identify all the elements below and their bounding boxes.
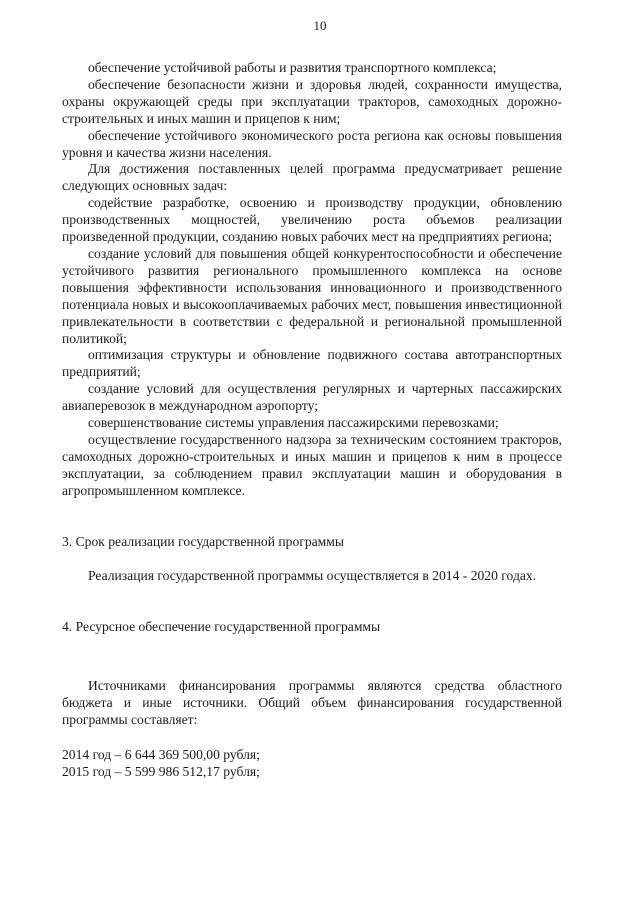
paragraph: создание условий для повышения общей конкурентоспособности и обеспечение устойчивого развития регионального промышленного комплекса на основе повышения эффективности использования инновационного и производственного потенциала новых и высокооплачиваемых рабочих мест, повышения инвестиционной привлекательности в соответствии с федеральной и региональной промышленной политикой;	[62, 245, 562, 346]
paragraph: Для достижения поставленных целей программа предусматривает решение следующих основных задач:	[62, 161, 562, 194]
paragraph: обеспечение безопасности жизни и здоровья людей, сохранности имущества, охраны окружающей среды при эксплуатации тракторов, самоходных дорожно-строительных и иных машин и прицепов к ним;	[62, 76, 562, 126]
paragraph: обеспечение устойчивого экономического роста региона как основы повышения уровня и качества жизни населения.	[62, 127, 562, 160]
paragraph: совершенствование системы управления пассажирскими перевозками;	[88, 415, 499, 431]
paragraph: создание условий для осуществления регулярных и чартерных пассажирских авиаперевозок в международном аэропорту;	[62, 381, 562, 414]
document-body	[62, 60, 562, 781]
page-number: 10	[313, 18, 327, 33]
funding-amount-2015: 2015 год – 5 599 986 512,17 рубля;	[62, 763, 260, 779]
paragraph: оптимизация структуры и обновление подвижного состава автотранспортных предприятий;	[62, 347, 562, 380]
section-4-text: Источниками финансирования программы являются средства областного бюджета и иные источники. Общий объем финансирования государственной программы составляет:	[62, 678, 562, 728]
funding-amount-2014: 2014 год – 6 644 369 500,00 рубля;	[62, 747, 260, 762]
paragraph: осуществление государственного надзора за техническим состоянием тракторов, самоходных дорожно-строительных и иных машин и прицепов к ним в процессе эксплуатации, за соблюдением правил эксплуатации машин и оборудования в агропромышленном комплексе.	[62, 431, 562, 498]
section-3-text: Реализация государственной программы осуществляется в 2014 - 2020 годах.	[88, 568, 537, 584]
paragraph: содействие разработке, освоению и производству продукции, обновлению производственных мощностей, увеличению роста объемов реализации произведенной продукции, созданию новых рабочих мест на предприятиях региона;	[62, 195, 562, 245]
section-4-title: 4. Ресурсное обеспечение государственной программы	[62, 619, 381, 635]
paragraph: обеспечение устойчивой работы и развития транспортного комплекса;	[88, 60, 497, 75]
section-3-title: 3. Срок реализации государственной программы	[62, 533, 344, 549]
